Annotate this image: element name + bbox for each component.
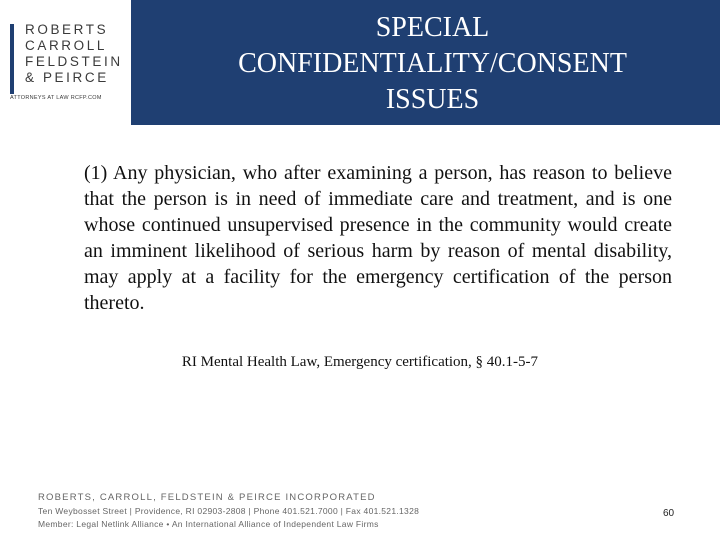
logo-line-3: FELDSTEIN — [25, 54, 123, 69]
title-line-2: CONFIDENTIALITY/CONSENT — [238, 48, 627, 79]
firm-logo — [0, 0, 131, 125]
statute-citation: RI Mental Health Law, Emergency certification, § 40.1-5-7 — [181, 354, 539, 370]
logo-wordmark — [25, 22, 123, 86]
title-line-1: SPECIAL — [375, 12, 490, 43]
page-number: 60 — [663, 508, 675, 519]
slide-title — [145, 10, 720, 118]
footer — [38, 491, 419, 531]
logo-line-2: CARROLL — [25, 38, 107, 53]
logo-tagline: ATTORNEYS AT LAW RCFP.COM — [10, 95, 102, 101]
logo-line-1: ROBERTS — [25, 22, 109, 37]
logo-line-4: & PEIRCE — [25, 70, 109, 85]
title-line-3: ISSUES — [385, 84, 480, 115]
footer-membership: Member: Legal Netlink Alliance • An International Alliance of Independent Law Firms — [38, 519, 379, 529]
footer-firm-name: ROBERTS, CARROLL, FELDSTEIN & PEIRCE INCORPORATED — [38, 492, 376, 503]
footer-address: Ten Weybosset Street | Providence, RI 02903-2808 | Phone 401.521.7000 | Fax 401.521.1328 — [38, 506, 420, 516]
statute-paragraph: (1) Any physician, who after examining a person, has reason to believe that the person is in need of immediate care and treatment, and is one whose continued unsupervised presence in the community would create an imminent likelihood of serious harm by reason of mental disability, may apply at a facility for the emergency certification of the person thereto. — [84, 162, 672, 314]
logo-accent-rule — [10, 24, 14, 94]
